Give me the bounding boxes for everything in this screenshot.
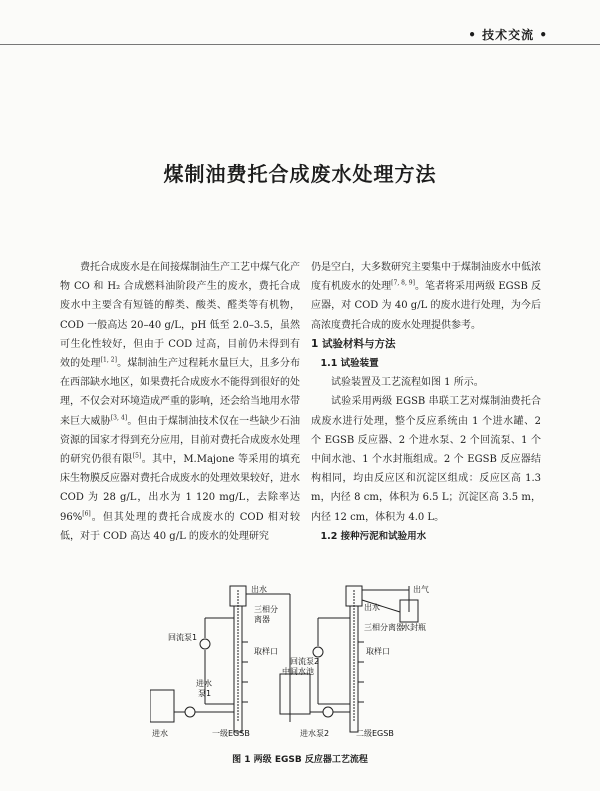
label-three-phase-1a: 三相分 bbox=[254, 605, 278, 614]
label-water-out-1: 出水 bbox=[251, 585, 267, 594]
label-water-seal: 水封瓶 bbox=[402, 623, 426, 632]
label-return-pump-1: 回流泵1 bbox=[168, 633, 198, 642]
section-heading-1: 1 试验材料与方法 bbox=[311, 337, 396, 350]
label-inlet-pump-2: 进水泵2 bbox=[300, 729, 330, 738]
figure-caption: 图 1 两级 EGSB 反应器工艺流程 bbox=[232, 755, 368, 765]
citation[interactable]: [3, 4] bbox=[110, 414, 128, 422]
subsection-heading-1-1: 1.1 试验装置 bbox=[320, 358, 379, 370]
return-pump-2 bbox=[313, 647, 323, 657]
citation[interactable]: [6] bbox=[82, 510, 91, 518]
citation[interactable]: [1, 2] bbox=[100, 356, 117, 364]
right-paragraph-2: 试验装置及工艺流程如图 1 所示。 bbox=[331, 377, 484, 389]
label-egsb-2: 二级EGSB bbox=[356, 729, 394, 738]
left-column bbox=[60, 258, 300, 546]
inlet-pump-2 bbox=[323, 707, 333, 717]
citation[interactable]: [7, 8, 9] bbox=[391, 279, 415, 287]
process-flow-figure bbox=[150, 582, 460, 740]
return-pump-1 bbox=[200, 639, 210, 649]
inlet-tank bbox=[150, 690, 174, 722]
citation[interactable]: [5] bbox=[132, 452, 142, 460]
label-inlet-pump-1b: 泵1 bbox=[198, 689, 212, 698]
label-return-pump-2: 回流泵2 bbox=[290, 657, 320, 666]
section-tag: • 技术交流 • bbox=[468, 28, 548, 42]
label-gas-out: 出气 bbox=[413, 585, 429, 594]
right-paragraph-3: 试验采用两级 EGSB 串联工艺对煤制油费托合成废水进行处理，整个反应系统由 1 个进水罐、2 个 EGSB 反应器、2 个进水泵、2 个回流泵、1 个中间水池、1 个水封瓶组成。2 个 EGSB 反应器结构相同，均由反应区和沉淀区组成：反应区高 1.3 m，内径 8 cm，体积为 6.5 L；沉淀区高 3.5 m，内径 12 cm，体积为 4.0 L。 bbox=[311, 396, 541, 523]
label-inlet-water: 进水 bbox=[152, 729, 168, 738]
label-inlet-pump-1a: 进水 bbox=[196, 679, 212, 688]
label-middle-tank: 中间水池 bbox=[282, 667, 314, 676]
label-three-phase-1b: 离器 bbox=[254, 615, 270, 624]
subsection-heading-1-2: 1.2 接种污泥和试验用水 bbox=[320, 530, 427, 542]
label-egsb-1: 一级EGSB bbox=[212, 729, 250, 738]
inlet-pump-1 bbox=[185, 707, 195, 717]
article-title: 煤制油费托合成废水处理方法 bbox=[163, 162, 437, 186]
label-sample-port-2: 取样口 bbox=[366, 647, 390, 656]
header-rule bbox=[0, 44, 600, 45]
middle-tank bbox=[280, 674, 310, 714]
label-water-out-2: 出水 bbox=[364, 603, 380, 612]
right-paragraph-1: 仍是空白，大多数研究主要集中于煤制油废水中低浓度有机废水的处理[7, 8, 9]。笔者将采用两级 EGSB 反应器，对 COD 为 40 g/L 的废水进行处理，为今后高浓度费托合成的废水处理提供参考。 bbox=[311, 262, 542, 331]
label-sample-port-1: 取样口 bbox=[254, 647, 278, 656]
label-three-phase-2: 三相分离器 bbox=[364, 623, 404, 632]
right-column bbox=[311, 258, 541, 546]
left-paragraph: 费托合成废水是在间接煤制油生产工艺中煤气化产物 CO 和 H₂ 合成燃料油阶段产生的废水，费托合成废水中主要含有短链的醇类、酸类、醛类等有机物，COD 一般高达 20–40 g/L，pH 低至 2.0–3.5，虽然可生化性较好，但由于 COD 过高，目前仍未得到有效的处理[1, 2]。煤制油生产过程耗水量巨大，且多分布在西部缺水地区，如果费托合成废水不能得到很好的处理，不仅会对环境造成严重的影响，还会给当地用水带来巨大威胁[3, 4]。但由于煤制油技术仅在一些缺少石油资源的国家才得到充分应用，目前对费托合成废水处理的研究仍很有限[5]。其中，M.Majone 等采用的填充床生物膜反应器对费托合成废水的处理效果较好，进水 COD 为 28 g/L，出水为 1 120 mg/L，去除率达 96%[6]。但其处理的费托合成废水的 COD 相对较低，对于 COD 高达 40 g/L 的废水的处理研究 bbox=[60, 262, 301, 542]
